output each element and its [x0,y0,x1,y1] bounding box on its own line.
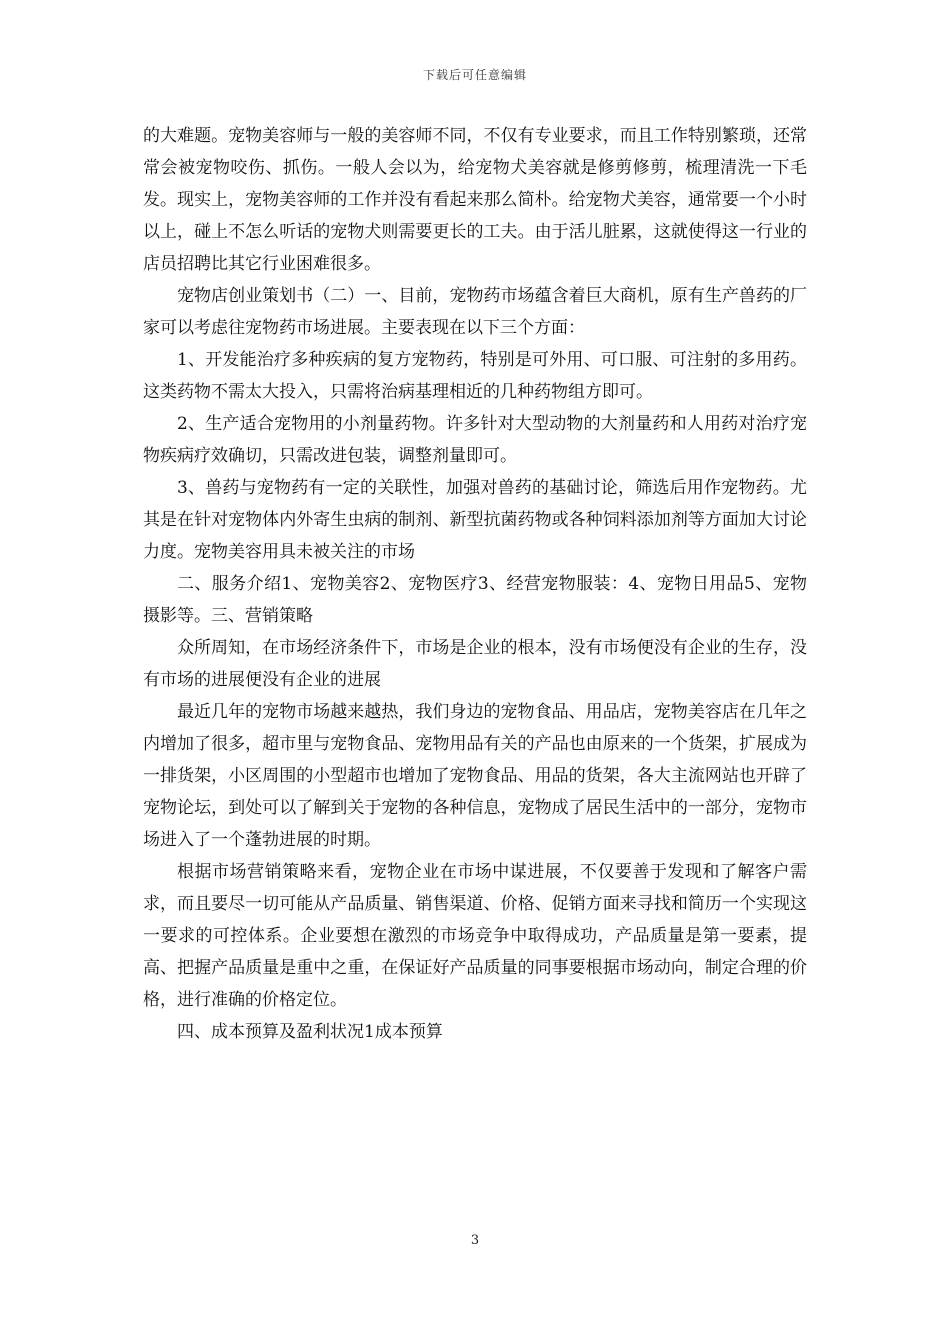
document-body [143,120,807,1048]
paragraph-9: 根据市场营销策略来看，宠物企业在市场中谋进展，不仅要善于发现和了解客户需求，而且要尽一切可能从产品质量、销售渠道、价格、促销方面来寻找和简历一个实现这一要求的可控体系。企业要想在激烈的市场竞争中取得成功，产品质量是第一要素，提高、把握产品质量是重中之重，在保证好产品质量的同事要根据市场动向，制定合理的价格，进行准确的价格定位。 [143,862,807,1010]
page-header: 下载后可任意编辑 [422,68,527,82]
paragraph-7: 众所周知，在市场经济条件下，市场是企业的根本，没有市场便没有企业的生存，没有市场的进展便没有企业的进展 [143,638,807,690]
paragraph-8: 最近几年的宠物市场越来越热，我们身边的宠物食品、用品店，宠物美容店在几年之内增加了很多，超市里与宠物食品、宠物用品有关的产品也由原来的一个货架，扩展成为一排货架，小区周围的小型超市也增加了宠物食品、用品的货架，各大主流网站也开辟了宠物论坛，到处可以了解到关于宠物的各种信息，宠物成了居民生活中的一部分，宠物市场进入了一个蓬勃进展的时期。 [143,702,807,850]
paragraph-5: 3、兽药与宠物药有一定的关联性，加强对兽药的基础讨论，筛选后用作宠物药。尤其是在针对宠物体内外寄生虫病的制剂、新型抗菌药物或各种饲料添加剂等方面加大讨论力度。宠物美容用具未被关注的市场 [143,478,807,562]
paragraph-1: 的大难题。宠物美容师与一般的美容师不同，不仅有专业要求，而且工作特别繁琐，还常常会被宠物咬伤、抓伤。一般人会以为，给宠物犬美容就是修剪修剪，梳理清洗一下毛发。现实上，宠物美容师的工作并没有看起来那么简朴。给宠物犬美容，通常要一个小时以上，碰上不怎么听话的宠物犬则需要更长的工夫。由于活儿脏累，这就使得这一行业的店员招聘比其它行业困难很多。 [143,126,807,274]
paragraph-6: 二、服务介绍1、宠物美容2、宠物医疗3、经营宠物服装：4、宠物日用品5、宠物摄影等。三、营销策略 [143,574,807,626]
paragraph-2: 宠物店创业策划书（二）一、目前，宠物药市场蕴含着巨大商机，原有生产兽药的厂家可以考虑往宠物药市场进展。主要表现在以下三个方面： [143,286,807,338]
paragraph-10: 四、成本预算及盈利状况1成本预算 [177,1022,443,1042]
page-number: 3 [470,1233,480,1248]
paragraph-3: 1、开发能治疗多种疾病的复方宠物药，特别是可外用、可口服、可注射的多用药。这类药物不需太大投入，只需将治病基理相近的几种药物组方即可。 [143,350,807,402]
paragraph-4: 2、生产适合宠物用的小剂量药物。许多针对大型动物的大剂量药和人用药对治疗宠物疾病疗效确切，只需改进包装，调整剂量即可。 [143,414,807,466]
